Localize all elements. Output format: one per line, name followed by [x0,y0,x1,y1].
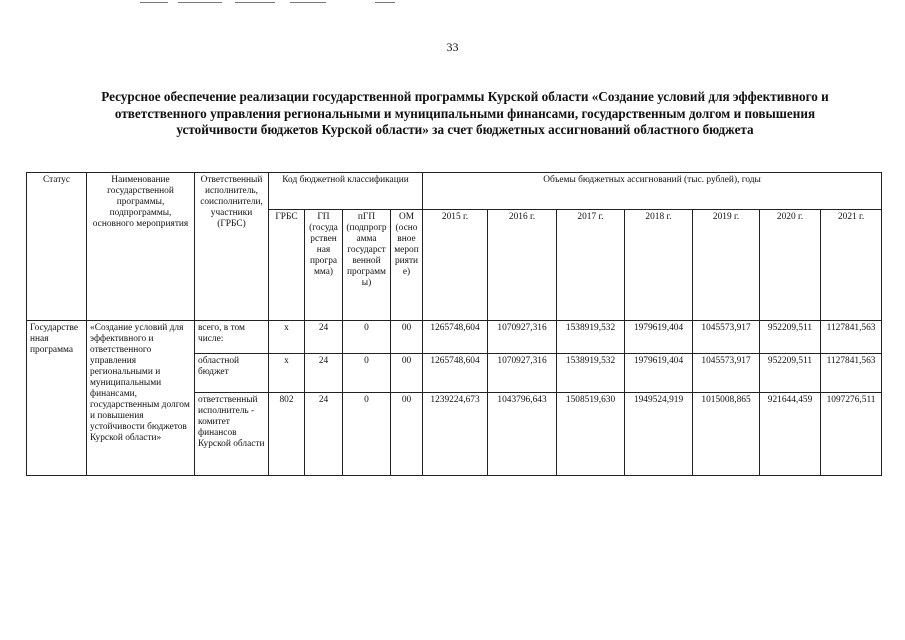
gp-cell: 24 [305,393,343,476]
header-year: 2017 г. [557,210,625,321]
header-year: 2018 г. [625,210,693,321]
value-cell: 1045573,917 [693,321,760,354]
value-cell: 952209,511 [760,321,821,354]
document-title: Ресурсное обеспечение реализации государственной программы Курской области «Создание условий для эффективного и ответственного управления региональными и муниципальными финансами, государственным долгом и повышения устойчивости бюджетов Курской области» за счет бюджетных ассигнований областного бюджета [101,89,829,137]
value-cell: 1127841,563 [821,321,882,354]
header-grbs: ГРБС [269,210,305,321]
header-year: 2019 г. [693,210,760,321]
value-cell: 1043796,643 [488,393,557,476]
header-responsible: Ответственный исполнитель, соисполнители, участники (ГРБС) [195,173,269,321]
value-cell: 952209,511 [760,354,821,393]
header-pgp: пГП (подпрограмма государственной программы) [343,210,391,321]
value-cell: 1070927,316 [488,321,557,354]
value-cell: 1538919,532 [557,354,625,393]
grbs-cell: х [269,354,305,393]
value-cell: 1979619,404 [625,321,693,354]
header-year: 2020 г. [760,210,821,321]
value-cell: 1070927,316 [488,354,557,393]
table-row [27,321,882,354]
header-program-name: Наименование государственной программы, подпрограммы, основного мероприятия [87,173,195,321]
responsible-cell: областной бюджет [195,354,269,393]
value-cell: 1265748,604 [423,354,488,393]
pgp-cell: 0 [343,321,391,354]
responsible-cell: всего, в том числе: [195,321,269,354]
status-cell: Государственная программа [27,321,87,476]
om-cell: 00 [391,321,423,354]
header-year: 2021 г. [821,210,882,321]
gp-cell: 24 [305,321,343,354]
gp-cell: 24 [305,354,343,393]
value-cell: 921644,459 [760,393,821,476]
header-gp: ГП (государственная программа) [305,210,343,321]
value-cell: 1097276,511 [821,393,882,476]
pgp-cell: 0 [343,354,391,393]
value-cell: 1239224,673 [423,393,488,476]
header-budget-code: Код бюджетной классификации [269,173,423,210]
value-cell: 1127841,563 [821,354,882,393]
value-cell: 1949524,919 [625,393,693,476]
scan-artifact-marks [140,0,440,6]
program-name-cell: «Создание условий для эффективного и ответственного управления региональными и муниципальными финансами, государственным долгом и повышения устойчивости бюджетов Курской области» [87,321,195,476]
page-number: 33 [446,40,459,54]
om-cell: 00 [391,393,423,476]
responsible-cell: ответственный исполнитель - комитет финансов Курской области [195,393,269,476]
header-om: ОМ (основное мероприятие) [391,210,423,321]
header-volumes: Объемы бюджетных ассигнований (тыс. рублей), годы [423,173,882,210]
value-cell: 1538919,532 [557,321,625,354]
value-cell: 1979619,404 [625,354,693,393]
value-cell: 1015008,865 [693,393,760,476]
value-cell: 1045573,917 [693,354,760,393]
om-cell: 00 [391,354,423,393]
budget-table [26,172,882,476]
header-status: Статус [27,173,87,321]
value-cell: 1508519,630 [557,393,625,476]
grbs-cell: х [269,321,305,354]
header-year: 2015 г. [423,210,488,321]
grbs-cell: 802 [269,393,305,476]
header-year: 2016 г. [488,210,557,321]
value-cell: 1265748,604 [423,321,488,354]
pgp-cell: 0 [343,393,391,476]
